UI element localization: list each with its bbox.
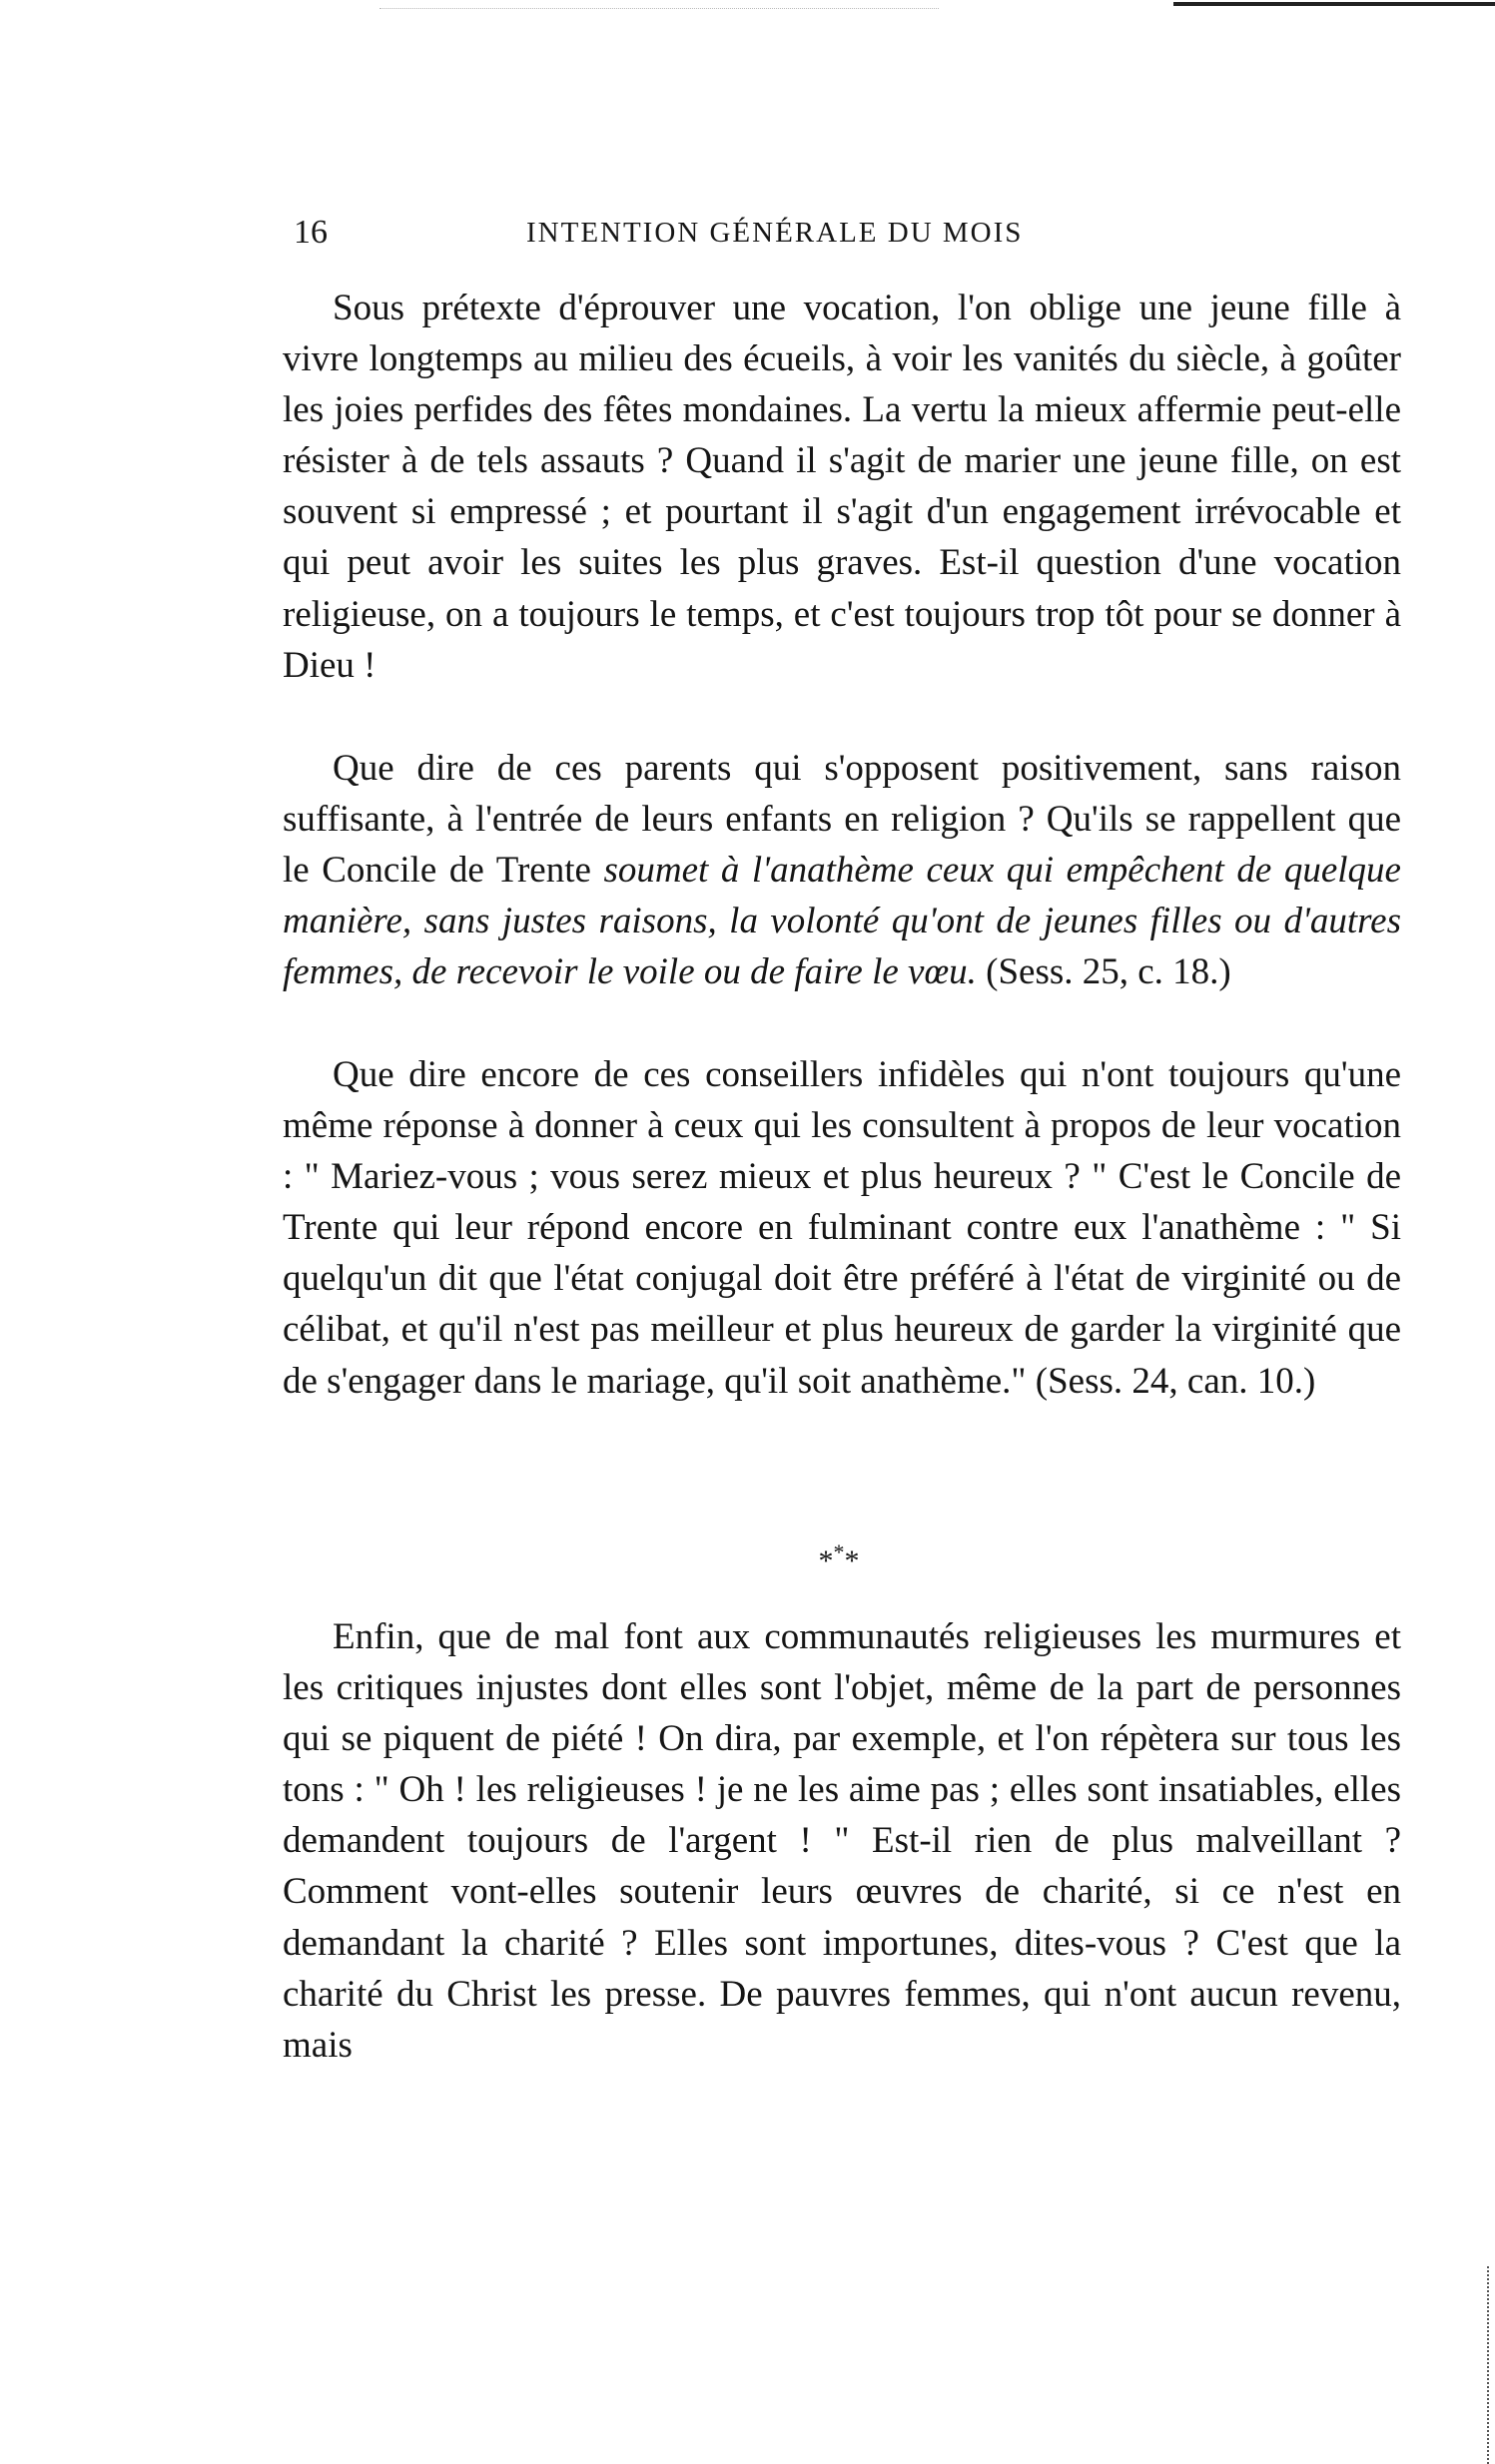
separator-star-left: * <box>818 1544 834 1577</box>
paragraph-4: Enfin, que de mal font aux communautés religieuses les murmures et les critiques injustes dont elles sont l'objet, même de la part de personnes qui se piquent de piété ! On dira, par exemple, et l'on répètera sur tous les tons : " Oh ! les religieuses ! je ne les aime pas ; elles sont insatiables, elles demandent toujours de l'argent ! " Est-il rien de plus malveillant ? Comment vont-elles soutenir leurs œuvres de charité, si ce n'est en demandant la charité ? Elles sont importunes, dites-vous ? C'est que la charité du Christ les presse. De pauvres femmes, qui n'ont aucun revenu, mais <box>283 1616 1401 2066</box>
page-number: 16 <box>294 214 328 251</box>
separator-star-right: * <box>844 1544 860 1577</box>
right-edge-specks <box>1487 2266 1492 2464</box>
separator-star-middle: * <box>833 1540 845 1564</box>
paragraph-3: Que dire encore de ces conseillers infidèles qui n'ont toujours qu'une même réponse à donner à ceux qui les consultent à propos de leur vocation : " Mariez-vous ; vous serez mieux et plus heureux ? " C'est le Concile de Trente qui leur répond encore en fulminant contre eux l'anathème : " Si quelqu'un dit que l'état conjugal doit être préféré à l'état de virginité ou de célibat, et qu'il n'est pas meilleur et plus heureux de garder la virginité que de s'engager dans le mariage, qu'il soit anathème." (Sess. 24, can. 10.) <box>283 1054 1401 1402</box>
section-separator <box>0 1533 1495 1581</box>
paragraph-2 <box>283 743 1401 997</box>
paragraph-2-quotation: soumet à l'anathème ceux qui empêchent de quelque manière, sans justes raisons, la volonté qu'ont de jeunes filles ou d'autres femmes, de recevoir le voile ou de faire le vœu. <box>283 850 1401 993</box>
paragraph-2-text: Que dire de ces parents qui s'opposent positivement, sans raison suffisante, à l'entrée de leurs enfants en religion ? Qu'ils se rappellent que le Concile de Trente <box>283 748 1401 892</box>
running-title: INTENTION GÉNÉRALE DU MOIS <box>526 217 1024 249</box>
page-header <box>282 208 1390 258</box>
top-edge-specks <box>379 8 939 10</box>
paragraph-2-citation: (Sess. 25, c. 18.) <box>976 951 1231 993</box>
top-edge-rule <box>1173 2 1495 6</box>
paragraph-1: Sous prétexte d'éprouver une vocation, l'on oblige une jeune fille à vivre longtemps au milieu des écueils, à voir les vanités du siècle, à goûter les joies perfides des fêtes mondaines. La vertu la mieux affermie peut-elle résister à de tels assauts ? Quand il s'agit de marier une jeune fille, on est souvent si empressé ; et pourtant il s'agit d'un engagement irrévocable et qui peut avoir les suites les plus graves. Est-il question d'une vocation religieuse, on a toujours le temps, et c'est toujours trop tôt pour se donner à Dieu ! <box>283 288 1401 686</box>
